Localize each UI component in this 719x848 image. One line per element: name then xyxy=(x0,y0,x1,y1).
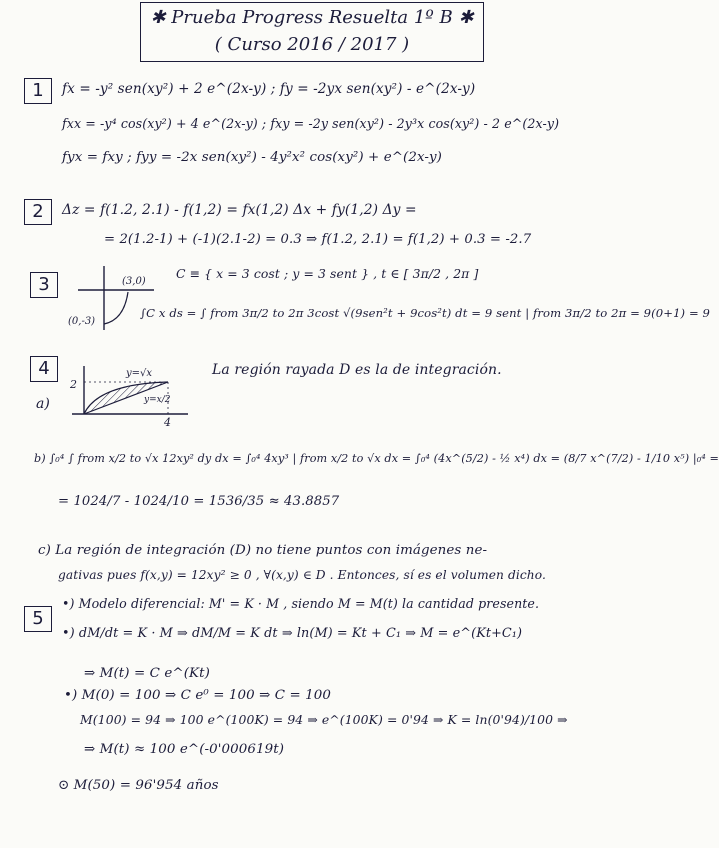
section-5-line-1: •) Modelo diferencial: M' = K · M , siendo M = M(t) la cantidad presente. xyxy=(62,596,540,611)
section-2-number: 2 xyxy=(24,199,52,225)
part-c-line-1: c) La región de integración (D) no tiene puntos con imágenes ne- xyxy=(38,543,488,558)
section-5-line-4: •) M(0) = 100 ⇒ C e⁰ = 100 ⇒ C = 100 xyxy=(64,688,332,703)
part-b-line-2: = 1024/7 - 1024/10 = 1536/35 ≈ 43.8857 xyxy=(58,494,340,509)
section-2-line-1: Δz = f(1.2, 2.1) - f(1,2) = fx(1,2) Δx + fy(1,2) Δy = xyxy=(62,202,417,218)
curve-label-line: y=x/2 xyxy=(144,395,171,405)
section-4-number: 4 xyxy=(30,356,58,382)
y-tick-label: 2 xyxy=(70,378,77,391)
section-5-line-5: M(100) = 94 ⇒ 100 e^(100K) = 94 ⇒ e^(100K) = 0'94 ⇒ K = ln(0'94)/100 ⇒ xyxy=(80,712,568,727)
section-1-line-3: fyx = fxy ; fyy = -2x sen(xy²) - 4y²x² cos(xy²) + e^(2x-y) xyxy=(62,150,443,165)
section-5-line-3: ⇒ M(t) = C e^(Kt) xyxy=(84,666,210,681)
section-1-line-1: fx = -y² sen(xy²) + 2 e^(2x-y) ; fy = -2yx sen(xy²) - e^(2x-y) xyxy=(62,81,476,97)
section-2-line-2: = 2(1.2-1) + (-1)(2.1-2) = 0.3 ⇒ f(1.2, 2.1) = f(1,2) + 0.3 = -2.7 xyxy=(104,232,532,247)
part-c-line-2: gativas pues f(x,y) = 12xy² ≥ 0 , ∀(x,y) ∈ D . Entonces, sí es el volumen dicho. xyxy=(58,568,546,582)
part-b-line-1: b) ∫₀⁴ ∫ from x/2 to √x 12xy² dy dx = ∫₀⁴ 4xy³ | from x/2 to √x dx = ∫₀⁴ (4x^(5/2) - ½ x⁴) dx = (8/7 x^(7/2) - 1/10 x⁵) |₀⁴ = xyxy=(34,452,719,465)
section-5-line-7: ⊙ M(50) = 96'954 años xyxy=(58,778,219,793)
section-1-number: 1 xyxy=(24,78,52,104)
x-tick-label: 4 xyxy=(164,416,171,429)
page-title: ✱ Prueba Progress Resuelta 1º B ✱ xyxy=(150,7,474,28)
point-label-b: (0,-3) xyxy=(68,316,96,327)
section-5-line-6: ⇒ M(t) ≈ 100 e^(-0'000619t) xyxy=(84,742,285,757)
curve-label-sqrt: y=√x xyxy=(126,368,153,379)
section-3-number: 3 xyxy=(30,272,58,298)
part-a-label: a) xyxy=(36,396,50,412)
section-3-graph xyxy=(68,262,158,342)
section-5-line-2: •) dM/dt = K · M ⇒ dM/M = K dt ⇒ ln(M) = Kt + C₁ ⇒ M = e^(Kt+C₁) xyxy=(62,626,523,641)
section-1-line-2: fxx = -y⁴ cos(xy²) + 4 e^(2x-y) ; fxy = -2y sen(xy²) - 2y³x cos(xy²) - 2 e^(2x-y) xyxy=(62,116,560,131)
page-subtitle: ( Curso 2016 / 2017 ) xyxy=(214,34,410,55)
point-label-a: (3,0) xyxy=(122,276,146,287)
section-4-region-graph xyxy=(62,362,192,432)
section-3-parametrization: C ≡ { x = 3 cost ; y = 3 sent } , t ∈ [ 3π/2 , 2π ] xyxy=(176,266,479,281)
section-5-number: 5 xyxy=(24,606,52,632)
section-4-region-text: La región rayada D es la de integración. xyxy=(212,362,502,378)
section-3-integral: ∫C x ds = ∫ from 3π/2 to 2π 3cost √(9sen²t + 9cos²t) dt = 9 sent | from 3π/2 to 2π = 9(0+1) = 9 xyxy=(140,306,711,320)
title-box xyxy=(140,2,484,62)
